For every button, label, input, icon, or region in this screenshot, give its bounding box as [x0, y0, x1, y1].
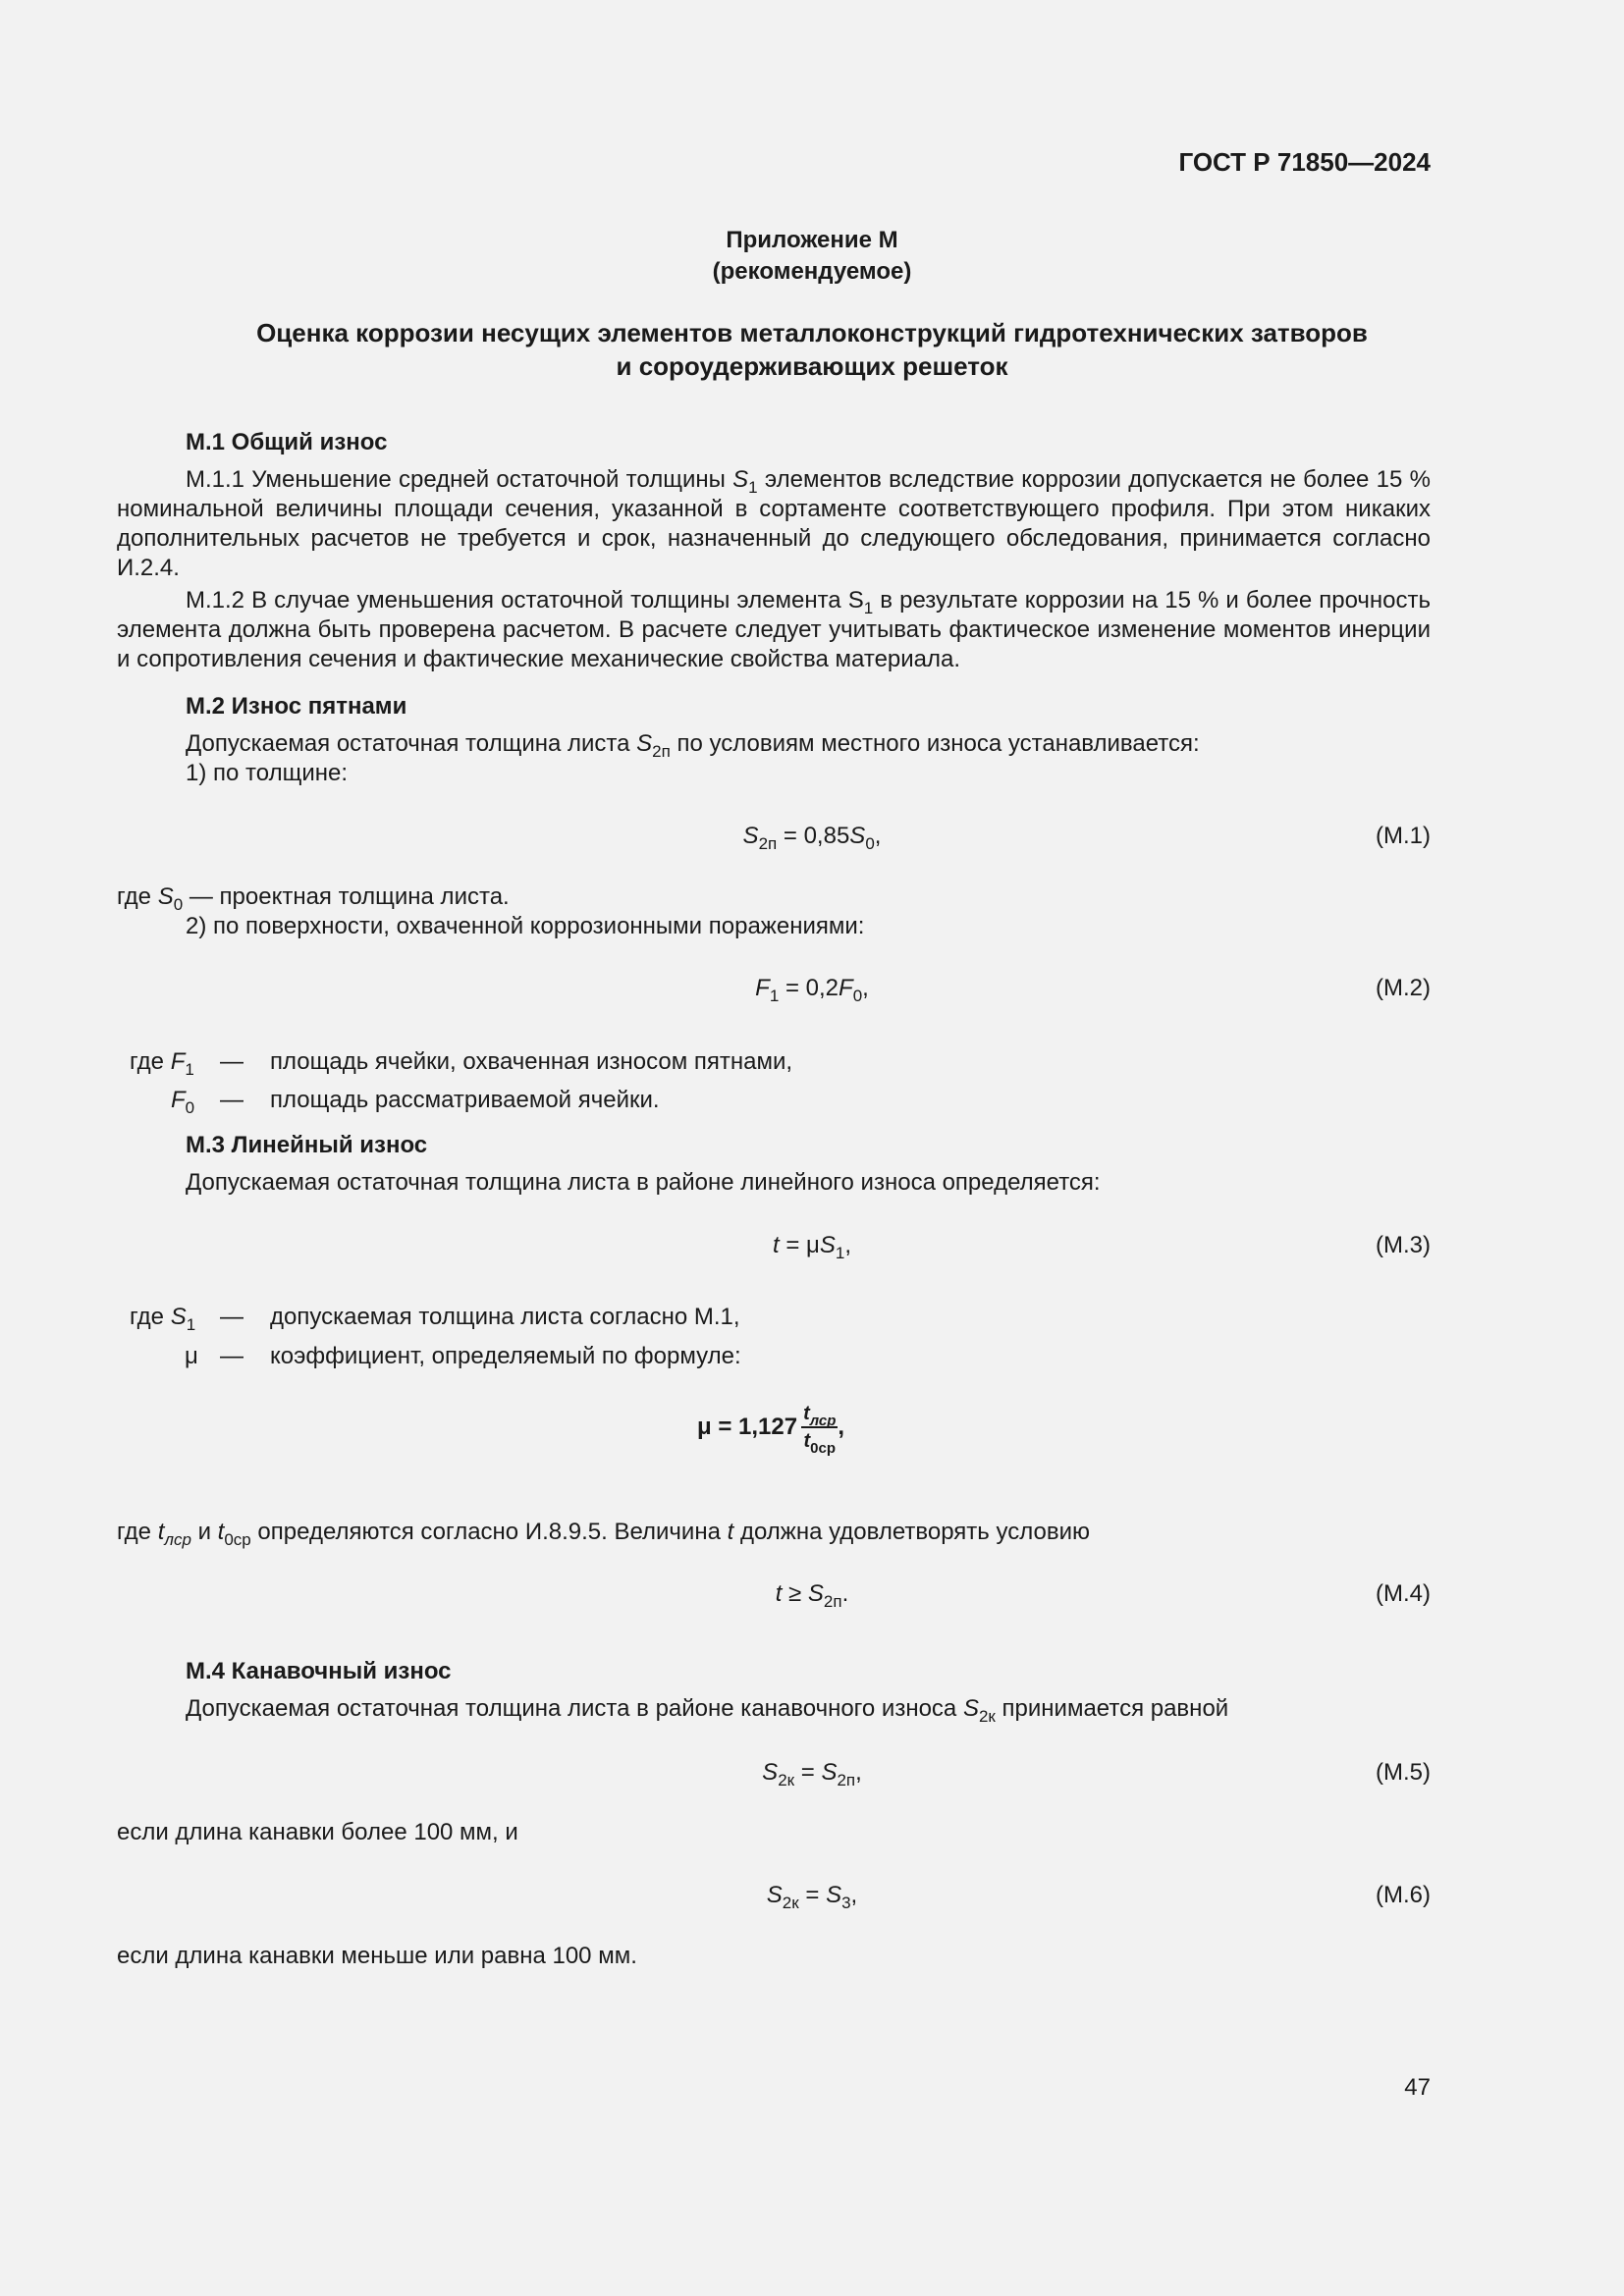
where-s1-dash: —	[220, 1304, 244, 1330]
equation-number-m3: (М.3)	[1376, 1232, 1431, 1258]
section-m3-heading: М.3 Линейный износ	[186, 1132, 428, 1158]
appendix-heading-line2: и сороудерживающих решеток	[616, 351, 1008, 381]
text-span: по условиям местного износа устанавливается:	[670, 730, 1200, 757]
mu-fraction: $\frac{t_{лср}}{t_{0ср}}$	[803, 1403, 837, 1457]
paragraph-m3-intro: Допускаемая остаточная толщина листа в районе линейного износа определяется:	[186, 1169, 1101, 1196]
text-span: где	[130, 1304, 165, 1330]
text-span: М.1.2 В случае уменьшения остаточной толщины элемента S	[186, 587, 864, 614]
text-span: М.1.1 Уменьшение средней остаточной толщины	[186, 466, 733, 493]
text-span: где	[117, 1519, 152, 1545]
appendix-heading-line1: Оценка коррозии несущих элементов металлоконструкций гидротехнических затворов	[256, 318, 1368, 347]
formula-m6: $S_{2к} = S_3$,	[766, 1882, 858, 1912]
formula-mu: μ = 1,127 $\frac{t_{лср}}{t_{0ср}}$ ,	[697, 1403, 845, 1457]
formula-m1: $S_{2п} = 0,85S_0$,	[742, 823, 882, 853]
page-number: 47	[1404, 2074, 1431, 2101]
section-m1-heading: М.1 Общий износ	[186, 429, 388, 455]
text-span: где	[130, 1048, 165, 1075]
where-f1-dash: —	[220, 1048, 244, 1075]
symbol-s2p: $S_{2п}$	[636, 730, 671, 761]
equation-number-m2: (М.2)	[1376, 975, 1431, 1001]
document-id: ГОСТ Р 71850—2024	[1178, 147, 1431, 177]
where-f0-dash: —	[220, 1087, 244, 1113]
formula-m5: $S_{2к} = S_{2п}$,	[762, 1759, 862, 1789]
appendix-heading	[0, 316, 1624, 383]
symbol-s1: $S_1$	[732, 466, 758, 497]
condition-less-100: если длина канавки меньше или равна 100 мм.	[117, 1943, 637, 1969]
symbol-s0: $S_0$	[157, 883, 184, 914]
where-f1-label: где $F_1$	[130, 1048, 194, 1079]
text-span: элементов вследствие коррозии допускается не более 15 % номинальной величины площади сечения, указанной в сортаменте соответствующего профиля. При этом никаких дополнительных расчетов не требуется и срок, назначенный до следующего обследования, принимается согласно И.2.4.	[117, 466, 1431, 581]
condition-more-100: если длина канавки более 100 мм, и	[117, 1819, 518, 1845]
section-m2-heading: М.2 Износ пятнами	[186, 693, 407, 720]
where-mu-label: μ	[185, 1343, 198, 1369]
formula-m3: $t = \mu S_1$,	[772, 1232, 851, 1262]
appendix-title: Приложение М	[726, 227, 898, 253]
where-t-paragraph: где $t_{лср}$ и $t_{0ср}$ определяются согласно И.8.9.5. Величина t должна удовлетворять условию	[117, 1519, 1090, 1549]
mu-coefficient: μ = 1,127	[697, 1414, 798, 1440]
paragraph-m1-2: М.1.2 В случае уменьшения остаточной толщины элемента $S_1$ в результате коррозии на 15 % и более прочность элемента должна быть проверена расчетом. В расчете следует учитывать фактическое изменение моментов инерции и сопротивления сечения и фактические механические свойства материала.	[117, 587, 1431, 672]
text-span: Допускаемая остаточная толщина листа	[186, 730, 637, 757]
list-item-surface: 2) по поверхности, охваченной коррозионными поражениями:	[186, 913, 865, 939]
equation-number-m5: (М.5)	[1376, 1759, 1431, 1786]
paragraph-m4-intro	[186, 1694, 1228, 1724]
where-mu-dash: —	[220, 1343, 244, 1369]
text-span: и	[190, 1519, 218, 1545]
paragraph-m2-intro	[186, 729, 1200, 759]
text-span: Допускаемая остаточная толщина листа в районе канавочного износа	[186, 1695, 963, 1722]
text-span: — проектная толщина листа.	[183, 883, 510, 910]
appendix-subtitle: (рекомендуемое)	[712, 258, 912, 285]
where-s0	[117, 882, 510, 912]
equation-number-m1: (М.1)	[1376, 823, 1431, 849]
where-f0-label: $F_0$	[171, 1087, 195, 1117]
where-f1-desc: площадь ячейки, охваченная износом пятнами,	[270, 1048, 793, 1075]
formula-m4: $t \ge S_{2п}$.	[775, 1580, 849, 1611]
symbol-s2k: $S_{2к}$	[962, 1695, 996, 1726]
text-span: где	[117, 883, 152, 910]
text-span: должна удовлетворять условию	[733, 1519, 1090, 1545]
where-mu-desc: коэффициент, определяемый по формуле:	[270, 1343, 741, 1369]
text-span: в результате коррозии на 15 % и более прочность элемента должна быть проверена расчетом. В расчете следует учитывать фактическое изменение моментов инерции и сопротивления сечения и фактические механические свойства материала.	[117, 587, 1431, 672]
where-f0-desc: площадь рассматриваемой ячейки.	[270, 1087, 660, 1113]
paragraph-m1-1	[117, 465, 1431, 583]
text-span: определяются согласно И.8.9.5. Величина	[250, 1519, 728, 1545]
equation-number-m4: (М.4)	[1376, 1580, 1431, 1607]
equation-number-m6: (М.6)	[1376, 1882, 1431, 1908]
list-item-thickness: 1) по толщине:	[186, 760, 348, 786]
formula-m2: $F_1 = 0,2F_0$,	[755, 975, 869, 1005]
where-s1-label: где $S_1$	[130, 1304, 196, 1334]
text-span: принимается равной	[995, 1695, 1229, 1722]
where-s1-desc: допускаемая толщина листа согласно М.1,	[270, 1304, 740, 1330]
section-m4-heading: М.4 Канавочный износ	[186, 1658, 452, 1684]
